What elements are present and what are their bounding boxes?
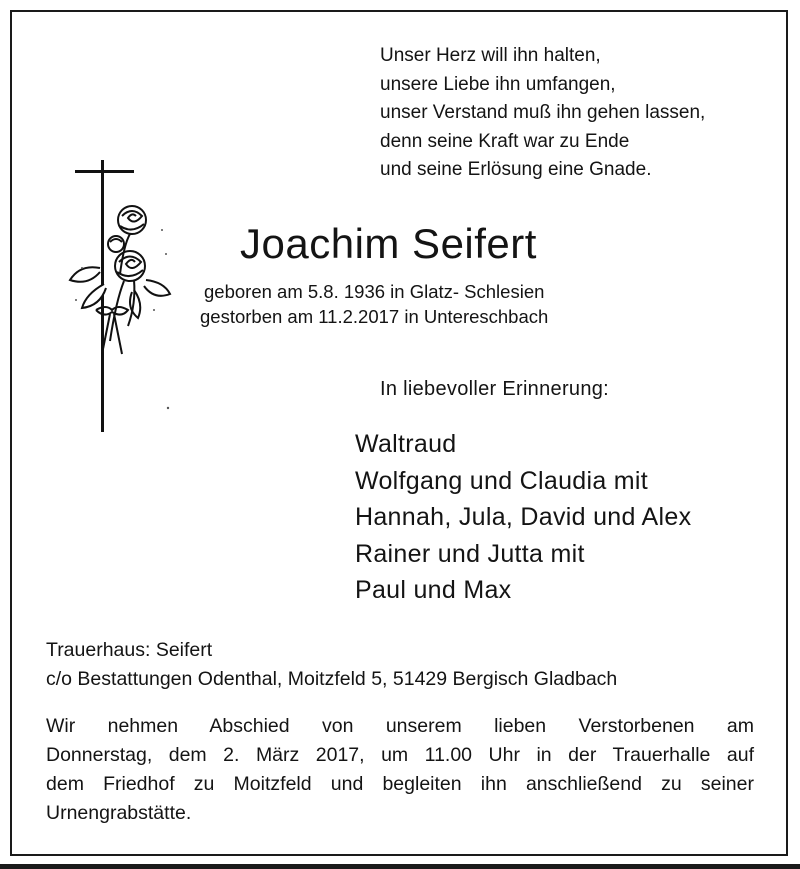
- farewell-line: dem Friedhof zu Moitzfeld und begleiten ihn anschließend zu seiner: [46, 773, 754, 795]
- poem-line: unser Verstand muß ihn gehen lassen,: [380, 102, 706, 123]
- mourner-line: Wolfgang und Claudia mit: [355, 466, 649, 495]
- memory-heading: In liebevoller Erinnerung:: [380, 378, 610, 400]
- poem-line: denn seine Kraft war zu Ende: [380, 130, 630, 152]
- farewell-line: Urnengrabstätte.: [46, 802, 192, 824]
- cross-with-roses-icon: [64, 160, 174, 440]
- life-dates: [200, 279, 548, 329]
- poem-line: und seine Erlösung eine Gnade.: [380, 159, 652, 180]
- mourner-line: Waltraud: [355, 430, 457, 458]
- farewell-paragraph: [46, 712, 754, 828]
- farewell-line: Donnerstag, dem 2. März 2017, um 11.00 Uhr in der Trauerhalle auf: [46, 744, 754, 766]
- death-line: gestorben am 11.2.2017 in Untereschbach: [200, 306, 549, 327]
- mourning-house-address: c/o Bestattungen Odenthal, Moitzfeld 5, 51429 Bergisch Gladbach: [46, 668, 618, 690]
- mourning-house-name: Trauerhaus: Seifert: [46, 639, 213, 661]
- poem-line: unsere Liebe ihn umfangen,: [380, 73, 616, 95]
- mourning-house: [46, 636, 617, 694]
- mourner-line: Hannah, Jula, David und Alex: [355, 503, 692, 531]
- mourner-line: Rainer und Jutta mit: [355, 539, 585, 568]
- mourner-line: Paul und Max: [355, 576, 512, 604]
- farewell-line: Wir nehmen Abschied von unserem lieben Verstorbenen am: [46, 715, 754, 737]
- poem: [380, 42, 705, 185]
- bottom-rule: [0, 864, 800, 869]
- birth-line: geboren am 5.8. 1936 in Glatz- Schlesien: [204, 281, 545, 302]
- mourners-list: [355, 426, 691, 609]
- poem-line: Unser Herz will ihn halten,: [380, 45, 601, 66]
- deceased-name: Joachim Seifert: [240, 220, 537, 267]
